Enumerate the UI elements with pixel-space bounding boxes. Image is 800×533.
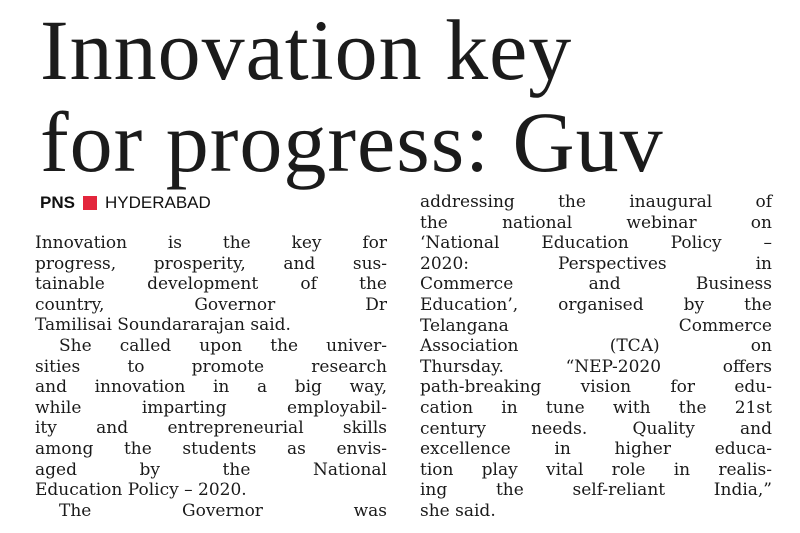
text-line: sities to promote research: [35, 356, 387, 377]
text-line: she said.: [420, 500, 496, 521]
text-line: She called upon the univer-: [59, 335, 387, 356]
byline-agency: PNS: [40, 193, 75, 212]
text-line: Telangana Commerce: [420, 315, 772, 336]
text-line: The Governor was: [59, 500, 387, 521]
text-line: ‘National Education Policy –: [420, 233, 772, 254]
text-line: tion play vital role in realis-: [420, 459, 772, 480]
text-line: cation in tune with the 21st: [420, 397, 772, 418]
text-line: ity and entrepreneurial skills: [35, 418, 387, 439]
text-line: and innovation in a big way,: [35, 377, 387, 398]
text-line: Education’, organised by the: [420, 294, 772, 315]
text-line: aged by the National: [35, 459, 387, 480]
text-line: the national webinar on: [420, 212, 772, 233]
text-line: Association (TCA) on: [420, 336, 772, 357]
article-column-2: [420, 192, 772, 522]
byline: [40, 193, 211, 213]
article-column-1: [35, 233, 387, 521]
headline: [40, 4, 780, 188]
text-line: Commerce and Business: [420, 274, 772, 295]
text-line: Innovation is the key for: [35, 233, 387, 253]
text-line: century needs. Quality and: [420, 418, 772, 439]
text-line: among the students as envis-: [35, 438, 387, 459]
text-line: excellence in higher educa-: [420, 439, 772, 460]
text-line: path-breaking vision for edu-: [420, 377, 772, 398]
text-line: Tamilisai Soundararajan said.: [35, 315, 291, 336]
headline-line-1: Innovation key: [40, 2, 573, 98]
headline-line-2: for progress: Guv: [40, 94, 664, 190]
text-line: addressing the inaugural of: [420, 192, 772, 212]
text-line: country, Governor Dr: [35, 294, 387, 315]
text-line: tainable development of the: [35, 274, 387, 295]
red-square-icon: [83, 196, 97, 210]
text-line: ing the self-reliant India,”: [420, 480, 772, 501]
text-line: 2020: Perspectives in: [420, 253, 772, 274]
text-line: progress, prosperity, and sus-: [35, 253, 387, 274]
text-line: Education Policy – 2020.: [35, 480, 247, 501]
text-line: Thursday. “NEP-2020 offers: [420, 356, 772, 377]
byline-location: HYDERABAD: [104, 193, 211, 212]
text-line: while imparting employabil-: [35, 397, 387, 418]
